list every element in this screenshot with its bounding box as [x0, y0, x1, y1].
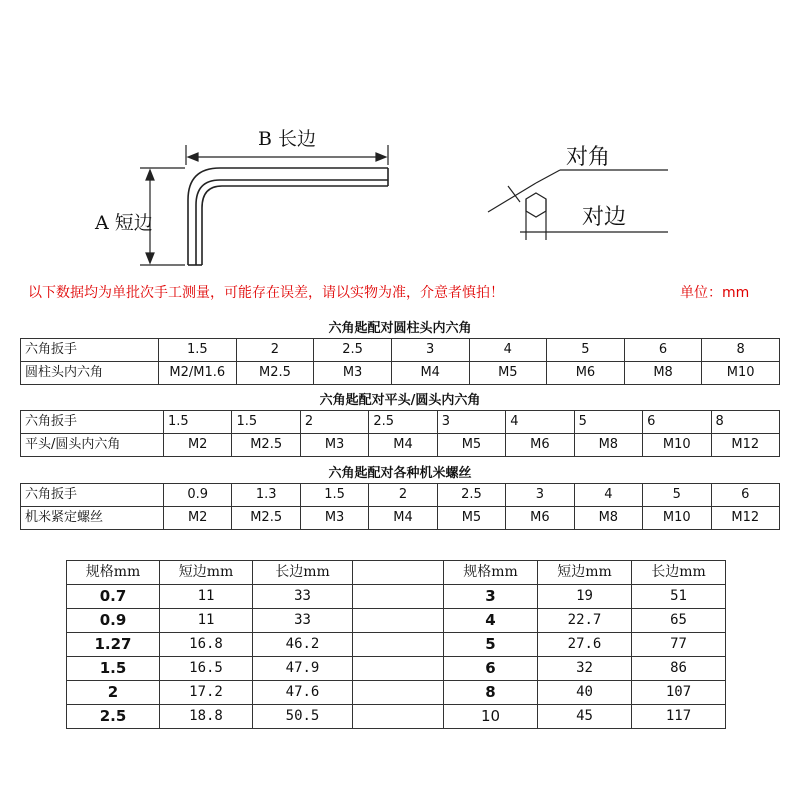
table-cell: M3 — [300, 434, 368, 457]
long-side-label: B 长边 — [258, 128, 317, 150]
short-cell: 16.8 — [160, 633, 253, 657]
table-cell: M4 — [369, 507, 437, 530]
table-row — [67, 585, 726, 609]
short-cell: 27.6 — [538, 633, 632, 657]
long-cell: 107 — [632, 681, 726, 705]
table-cell: M5 — [437, 507, 505, 530]
table-row — [67, 681, 726, 705]
hex-cross-section-icon — [488, 170, 668, 240]
header-long: 长边mm — [632, 561, 726, 585]
table-cell: M6 — [506, 434, 574, 457]
table-row — [21, 362, 780, 385]
table-cell: 2.5 — [314, 339, 392, 362]
size-cell: 1.5 — [67, 657, 160, 681]
table-cell: M8 — [574, 507, 642, 530]
size-cell: 3 — [444, 585, 538, 609]
table-row — [67, 657, 726, 681]
short-cell: 18.8 — [160, 705, 253, 729]
long-cell: 47.6 — [253, 681, 353, 705]
table-cell: 1.5 — [159, 339, 237, 362]
section2-title: 六角匙配对平头/圆头内六角 — [319, 393, 481, 408]
size-cell: 8 — [444, 681, 538, 705]
table-row — [21, 507, 780, 530]
table-row — [67, 609, 726, 633]
blank-cell — [353, 609, 444, 633]
table-row — [21, 411, 780, 434]
table-cell: 1.5 — [300, 484, 368, 507]
short-side-label: A 短边 — [95, 212, 153, 234]
long-cell: 50.5 — [253, 705, 353, 729]
long-cell: 117 — [632, 705, 726, 729]
table-cell: M2.5 — [232, 507, 300, 530]
table-cell: M10 — [702, 362, 780, 385]
short-cell: 17.2 — [160, 681, 253, 705]
table-cell: M3 — [300, 507, 368, 530]
table-cell: M5 — [437, 434, 505, 457]
header-short: 短边mm — [538, 561, 632, 585]
table-cell: 2 — [300, 411, 368, 434]
measurement-notice: 以下数据均为单批次手工测量，可能存在误差，请以实物为准，介意者慎拍！ — [28, 285, 504, 301]
table-cell: 5 — [643, 484, 711, 507]
section3-title: 六角匙配对各种机米螺丝 — [328, 466, 472, 481]
table-cell: M5 — [469, 362, 547, 385]
table-cell: 0.9 — [164, 484, 232, 507]
table-cell: 2.5 — [369, 411, 437, 434]
table-cell: M2 — [164, 507, 232, 530]
table-cell: 1.5 — [232, 411, 300, 434]
long-cell: 86 — [632, 657, 726, 681]
header-size: 规格mm — [67, 561, 160, 585]
table-row — [67, 705, 726, 729]
table-cell: 4 — [469, 339, 547, 362]
long-cell: 47.9 — [253, 657, 353, 681]
across-flats-label: 对边 — [582, 205, 627, 230]
table-cell: 3 — [506, 484, 574, 507]
row-label: 六角扳手 — [21, 484, 164, 507]
table-cell: M8 — [574, 434, 642, 457]
short-cell: 32 — [538, 657, 632, 681]
long-cell: 33 — [253, 609, 353, 633]
blank-cell — [353, 633, 444, 657]
across-corners-label: 对角 — [566, 145, 611, 170]
size-cell: 0.9 — [67, 609, 160, 633]
long-cell: 77 — [632, 633, 726, 657]
header-size: 规格mm — [444, 561, 538, 585]
short-cell: 16.5 — [160, 657, 253, 681]
table-cell: 1.3 — [232, 484, 300, 507]
table-cell: M10 — [643, 507, 711, 530]
short-cell: 40 — [538, 681, 632, 705]
table-cell: 5 — [574, 411, 642, 434]
section1-title: 六角匙配对圆柱头内六角 — [328, 321, 472, 336]
section1-table — [20, 338, 780, 385]
table-cell: 4 — [574, 484, 642, 507]
table-header-row — [67, 561, 726, 585]
blank-cell — [353, 681, 444, 705]
table-cell: M3 — [314, 362, 392, 385]
blank-cell — [353, 561, 444, 585]
spec-table — [66, 560, 726, 729]
hex-key-diagram — [0, 0, 800, 280]
row-label: 圆柱头内六角 — [21, 362, 159, 385]
table-cell: 8 — [702, 339, 780, 362]
long-cell: 65 — [632, 609, 726, 633]
blank-cell — [353, 657, 444, 681]
hex-key-shape-icon — [188, 168, 388, 265]
row-label: 机米紧定螺丝 — [21, 507, 164, 530]
table-cell: 6 — [624, 339, 702, 362]
blank-cell — [353, 705, 444, 729]
short-cell: 11 — [160, 585, 253, 609]
row-label: 平头/圆头内六角 — [21, 434, 164, 457]
table-cell: 4 — [506, 411, 574, 434]
long-cell: 51 — [632, 585, 726, 609]
header-short: 短边mm — [160, 561, 253, 585]
row-label: 六角扳手 — [21, 411, 164, 434]
size-cell: 4 — [444, 609, 538, 633]
table-cell: 2.5 — [437, 484, 505, 507]
short-cell: 22.7 — [538, 609, 632, 633]
table-row — [21, 434, 780, 457]
section3-table — [20, 483, 780, 530]
table-cell: 5 — [547, 339, 625, 362]
table-cell: M10 — [643, 434, 711, 457]
table-cell: M2 — [164, 434, 232, 457]
table-cell: M6 — [506, 507, 574, 530]
table-cell: M2.5 — [236, 362, 314, 385]
size-cell: 2.5 — [67, 705, 160, 729]
table-cell: 6 — [711, 484, 780, 507]
table-cell: M4 — [391, 362, 469, 385]
long-cell: 46.2 — [253, 633, 353, 657]
table-row — [21, 339, 780, 362]
unit-label: 单位：mm — [680, 285, 750, 301]
size-cell: 2 — [67, 681, 160, 705]
table-cell: 2 — [369, 484, 437, 507]
size-cell: 1.27 — [67, 633, 160, 657]
table-cell: 2 — [236, 339, 314, 362]
table-cell: M6 — [547, 362, 625, 385]
short-cell: 11 — [160, 609, 253, 633]
table-cell: M12 — [711, 507, 780, 530]
table-cell: M2.5 — [232, 434, 300, 457]
size-cell: 10 — [444, 705, 538, 729]
size-cell: 0.7 — [67, 585, 160, 609]
long-cell: 33 — [253, 585, 353, 609]
table-cell: M12 — [711, 434, 780, 457]
table-cell: M8 — [624, 362, 702, 385]
size-cell: 5 — [444, 633, 538, 657]
table-cell: 1.5 — [164, 411, 232, 434]
table-cell: 3 — [391, 339, 469, 362]
short-cell: 19 — [538, 585, 632, 609]
dimension-lines-icon — [140, 145, 388, 265]
table-cell: M4 — [369, 434, 437, 457]
row-label: 六角扳手 — [21, 339, 159, 362]
table-cell: 6 — [643, 411, 711, 434]
table-cell: 3 — [437, 411, 505, 434]
short-cell: 45 — [538, 705, 632, 729]
table-row — [21, 484, 780, 507]
table-row — [67, 633, 726, 657]
table-cell: M2/M1.6 — [159, 362, 237, 385]
blank-cell — [353, 585, 444, 609]
section2-table — [20, 410, 780, 457]
table-cell: 8 — [711, 411, 780, 434]
size-cell: 6 — [444, 657, 538, 681]
header-long: 长边mm — [253, 561, 353, 585]
